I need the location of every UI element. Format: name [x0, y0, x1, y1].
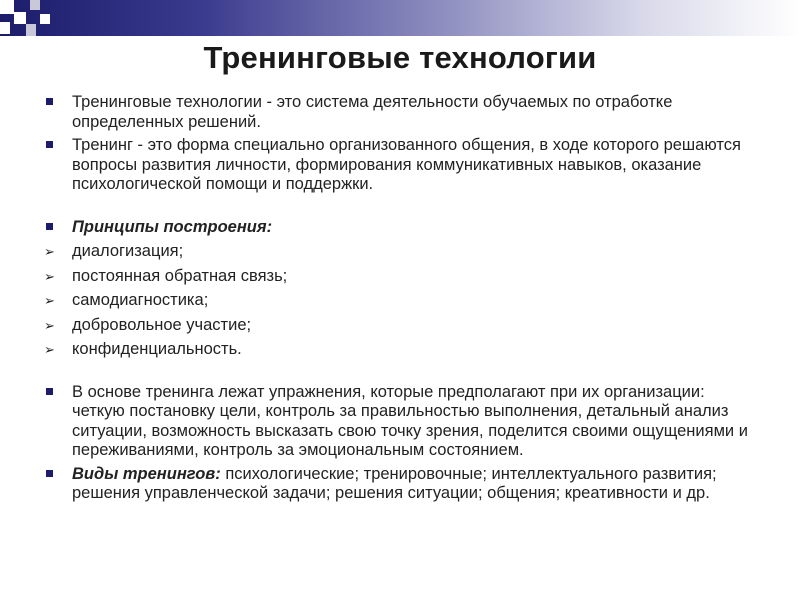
principle-text: самодиагностика;	[72, 291, 209, 309]
principle-text: добровольное участие;	[72, 315, 252, 334]
principles-heading: Принципы построения:	[72, 217, 273, 236]
arrow-bullet-icon: ➢	[44, 293, 55, 308]
principle-text: постоянная обратная связь;	[72, 266, 288, 285]
square-bullet-icon	[46, 470, 53, 477]
definition-text: Тренинговые технологии - это система деятельности обучаемых по отработке определенных решений.	[72, 93, 673, 131]
list-item	[42, 383, 762, 461]
basis-text: В основе тренинга лежат упражнения, которые предполагают при их организации: четкую постановку цели, контроль за правильностью выполнения, детальный анализ ситуации, возможность высказать свою точку зрения, поделится своими ощущениями и переживаниями, контроль за эмоциональным состоянием.	[72, 382, 748, 459]
types-label: Виды тренингов:	[72, 464, 221, 483]
principle-text: конфиденциальность.	[72, 340, 242, 358]
list-item	[42, 242, 762, 262]
square-bullet-icon	[46, 141, 53, 148]
arrow-bullet-icon: ➢	[44, 317, 55, 333]
list-item	[42, 267, 762, 287]
square-bullet-icon	[46, 98, 53, 105]
square-bullet-icon	[46, 388, 53, 395]
square-bullet-icon	[46, 223, 53, 230]
header-gradient-bar	[0, 0, 800, 36]
principle-text: диалогизация;	[72, 242, 184, 260]
list-item	[42, 316, 762, 336]
list-item	[42, 93, 762, 132]
types-text: психологические; тренировочные; интеллектуального развития; решения управленческой задачи; решения ситуации; общения; креативности и др.	[72, 464, 717, 502]
arrow-bullet-icon: ➢	[44, 342, 55, 357]
slide-content	[42, 93, 762, 504]
training-definition-text: Тренинг - это форма специально организованного общения, в ходе которого решаются вопросы развития личности, формирования коммуникативных навыков, оказание психологической помощи и поддержки.	[72, 136, 741, 193]
slide-title: Тренинговые технологии	[203, 40, 597, 75]
list-item	[42, 340, 762, 360]
arrow-bullet-icon: ➢	[44, 244, 55, 259]
list-item	[42, 465, 762, 504]
arrow-bullet-icon: ➢	[44, 268, 55, 284]
list-item	[42, 291, 762, 311]
principles-heading-item	[42, 218, 762, 238]
list-item	[42, 136, 762, 195]
